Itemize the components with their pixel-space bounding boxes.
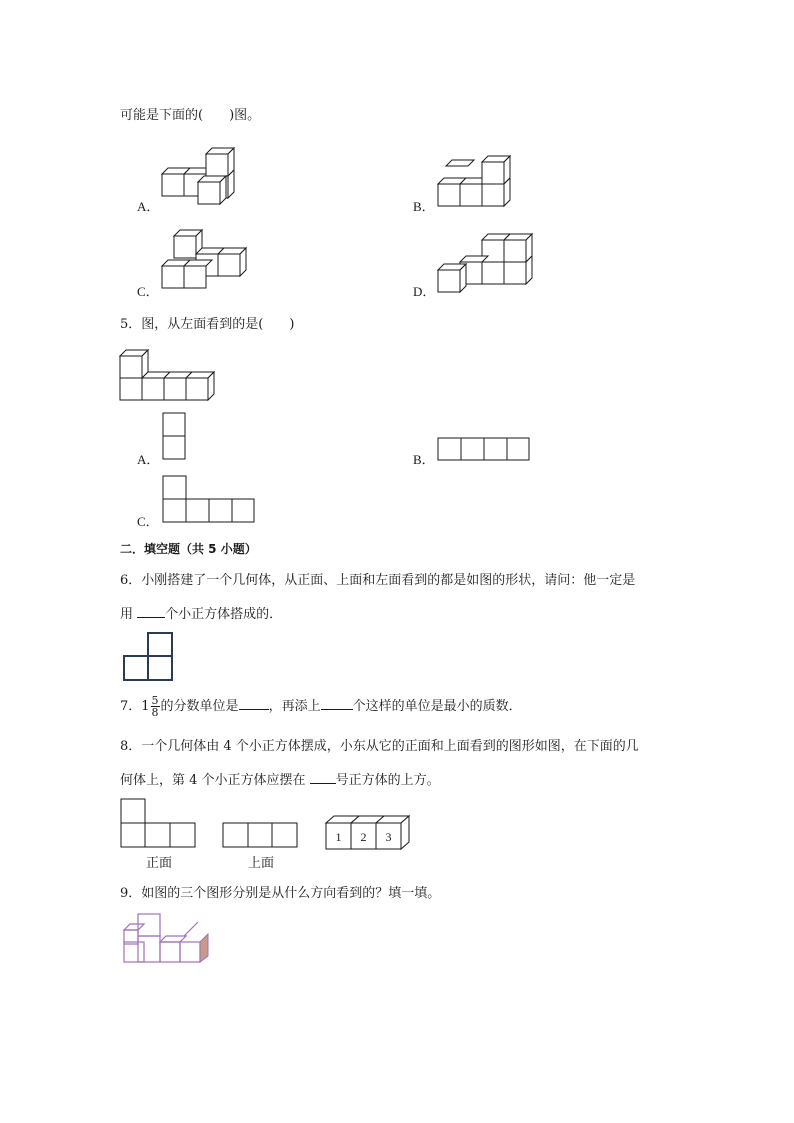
- q7-blank-1[interactable]: [239, 695, 269, 710]
- q6-answer-blank[interactable]: [137, 603, 165, 618]
- q4-option-d-label: D．: [413, 284, 436, 299]
- q7-suffix: 个这样的单位是最小的质数．: [352, 699, 522, 714]
- q7-prefix: 7．1: [120, 699, 150, 714]
- q8-front-label: 正面: [146, 856, 173, 871]
- q4-option-d-figure: [434, 226, 534, 294]
- q6-figure: [121, 631, 177, 683]
- q7-fraction: [151, 695, 160, 718]
- q4-option-b-label: B．: [413, 199, 435, 214]
- q8-top-label: 上面: [248, 856, 275, 871]
- q8-line1: 8．一个几何体由 4 个小正方体摆成，小东从它的正面和上面看到的图形如图，在下面的几: [120, 739, 639, 754]
- q7-fraction-denominator: 8: [151, 706, 159, 719]
- q4-option-c-figure: [158, 226, 258, 294]
- q8-solid-figure: [324, 814, 416, 854]
- q6-line2-pre: 用: [120, 607, 138, 622]
- q4-option-a-label: A．: [137, 199, 160, 214]
- q5-option-a-figure: [162, 412, 188, 462]
- q9-text: 9．如图的三个图形分别是从什么方向看到的？填一填。: [120, 886, 441, 901]
- q8-cube-number-2: 2: [360, 830, 367, 844]
- q8-cube-number-3: 3: [385, 830, 392, 844]
- q8-answer-blank[interactable]: [310, 769, 336, 784]
- q7-blank-2[interactable]: [321, 695, 353, 710]
- q5-option-c-label: C．: [137, 514, 159, 529]
- q4-option-a-figure: [158, 144, 248, 210]
- q4-text: 可能是下面的( )图。: [120, 108, 261, 123]
- q5-text: 5．图，从左面看到的是( ): [120, 317, 295, 332]
- q4-option-c-label: C．: [137, 284, 159, 299]
- q7-line: [120, 694, 522, 720]
- q8-front-view: [120, 798, 198, 850]
- q4-option-b-figure: [434, 150, 524, 210]
- q7-mid1: 的分数单位是: [160, 699, 239, 714]
- q7-fraction-numerator: 5: [151, 694, 159, 707]
- q8-line2-post: 号正方体的上方。: [335, 773, 440, 788]
- q5-option-c-figure: [162, 475, 258, 525]
- q8-line2: [120, 769, 440, 790]
- q5-option-b-figure: [437, 437, 531, 463]
- section-heading: 二．填空题（共 5 小题）: [120, 542, 257, 556]
- q7-mid2: ，再添上: [268, 699, 321, 714]
- q8-top-view: [222, 822, 300, 850]
- q6-line1: 6．小刚搭建了一个几何体，从正面、上面和左面看到的都是如图的形状，请问：他一定是: [120, 573, 636, 588]
- q9-figure: [122, 912, 222, 966]
- q6-line2: [120, 603, 282, 624]
- q5-figure: [118, 348, 218, 406]
- q8-cube-number-1: 1: [335, 830, 342, 844]
- q5-option-a-label: A．: [137, 452, 160, 467]
- q6-line2-post: 个小正方体搭成的．: [165, 607, 283, 622]
- q8-line2-pre: 何体上，第 4 个小正方体应摆在: [120, 773, 310, 788]
- q5-option-b-label: B．: [413, 452, 435, 467]
